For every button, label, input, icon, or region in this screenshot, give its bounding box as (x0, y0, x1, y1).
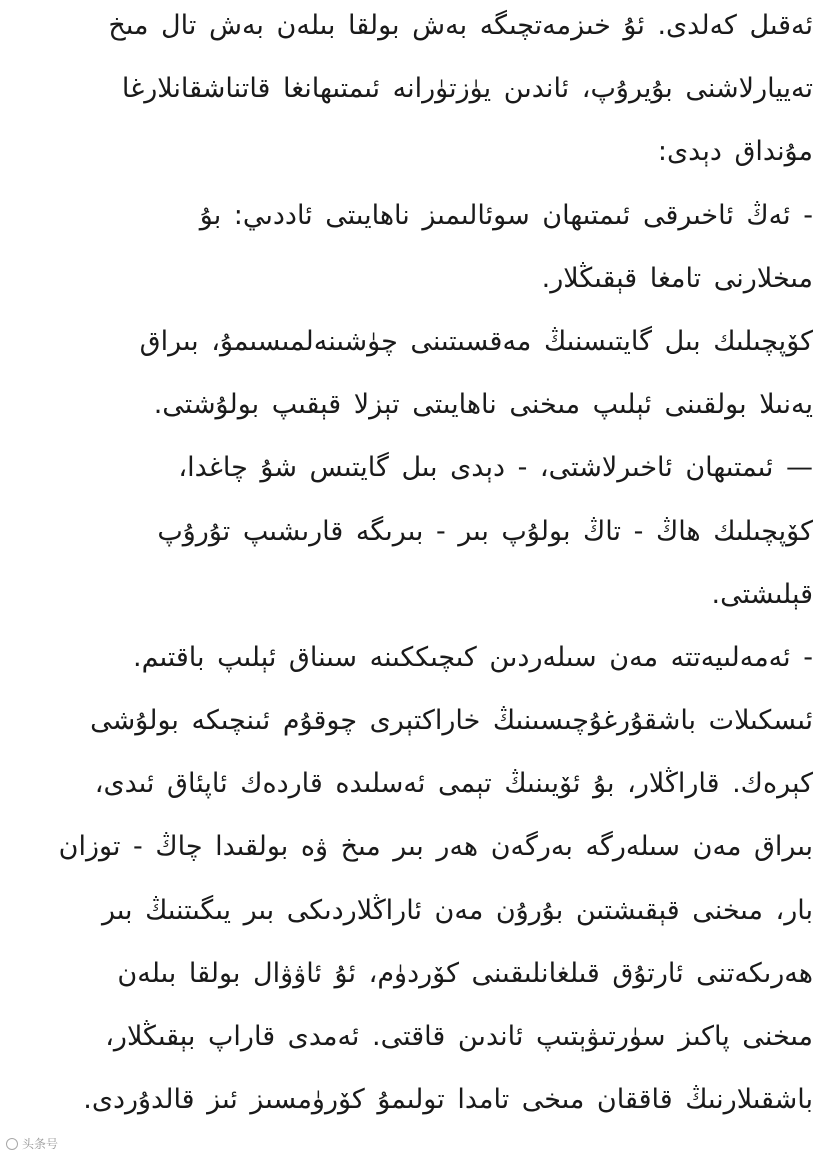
text-line: ئىسكىلات باشقۇرغۇچىسىنىڭ خاراكتېرى چوقۇم ئىنچىكە بولۇشى (90, 705, 813, 737)
text-line: بار، مىخنى قېقىشتىن بۇرۇن مەن ئاراڭلاردىكى بىر يىگىتنىڭ بىر (101, 894, 813, 926)
text-line: — ئىمتىھان ئاخىرلاشتى، - دېدى بىل گايتىس شۇ چاغدا، (178, 452, 813, 484)
text-line: تەييارلاشنى بۇيرۇپ، ئاندىن يۈزتۈرانە ئىمتىھانغا قاتناشقانلارغا (121, 73, 813, 105)
watermark-text: 头条号 (22, 1137, 59, 1151)
text-line: - ئەڭ ئاخىرقى ئىمتىھان سوئالىمىز ناھايىتى ئاددىي: بۇ (199, 199, 813, 231)
text-line: ھەرىكەتنى ئارتۇق قىلغانلىقىنى كۆردۈم، ئۇ ئاۋۋال بولقا بىلەن (117, 957, 813, 989)
text-line: مۇنداق دېدى: (657, 136, 813, 168)
watermark (6, 1135, 58, 1152)
text-line: بىراق مەن سىلەرگە بەرگەن ھەر بىر مىخ ۋە بولقىدا چاڭ - توزان (58, 831, 813, 863)
text-line: كۆپچىلىك بىل گايتىسنىڭ مەقسىتىنى چۈشىنەلمىسىمۇ، بىراق (139, 325, 813, 357)
text-line: كۆپچىلىك ھاڭ - تاڭ بولۇپ بىر - بىرىگە قارىشىپ تۇرۇپ (157, 515, 813, 547)
article-text (20, 0, 813, 1131)
watermark-logo-icon (6, 1138, 18, 1150)
text-line: قېلىشتى. (711, 578, 813, 610)
text-line: مىخنى پاكىز سۈرتىۋېتىپ ئاندىن قاقتى. ئەمدى قاراپ بېقىڭلار، (105, 1021, 813, 1052)
text-line: يەنىلا بولقىنى ئېلىپ مىخنى ناھايىتى تېزلا قېقىپ بولۇشتى. (153, 389, 813, 421)
text-line: مىخلارنى تامغا قېقىڭلار. (541, 262, 813, 294)
text-line: - ئەمەلىيەتتە مەن سىلەردىن كىچىككىنە سىناق ئېلىپ باقتىم. (133, 641, 813, 673)
text-line: كېرەك. قاراڭلار، بۇ ئۆيىنىڭ تېمى ئەسلىدە قاردەك ئاپئاق ئىدى، (94, 768, 813, 800)
text-line: باشقىلارنىڭ قاققان مىخى تامدا تولىمۇ كۆرۈمسىز ئىز قالدۇردى. (83, 1084, 813, 1116)
text-line: ئەقىل كەلدى. ئۇ خىزمەتچىگە بەش بولقا بىلەن بەش تال مىخ (108, 10, 813, 41)
